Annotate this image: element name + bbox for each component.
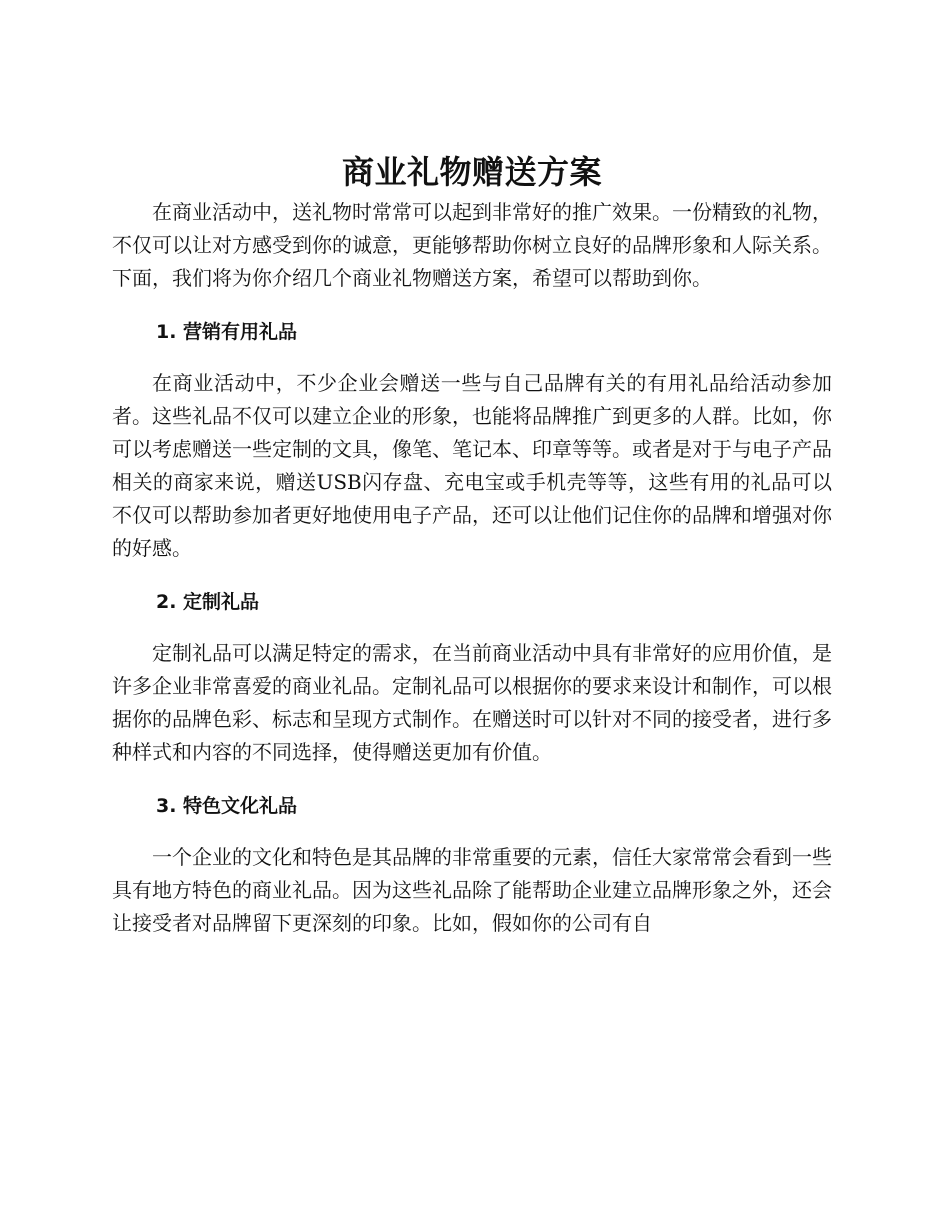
section-heading-custom-gifts: 2. 定制礼品 [156,591,260,613]
document-title: 商业礼物赠送方案 [341,153,602,191]
section-body-custom-gifts: 定制礼品可以满足特定的需求，在当前商业活动中具有非常好的应用价值，是许多企业非常喜爱的商业礼品。定制礼品可以根据你的要求来设计和制作，可以根据你的品牌色彩、标志和呈现方式制作。在赠送时可以针对不同的接受者，进行多种样式和内容的不同选择，使得赠送更加有价值。 [112,641,832,764]
section-heading-marketing-gifts: 1. 营销有用礼品 [156,321,298,343]
section-body-marketing-gifts: 在商业活动中，不少企业会赠送一些与自己品牌有关的有用礼品给活动参加者。这些礼品不仅可以建立企业的形象，也能将品牌推广到更多的人群。比如，你可以考虑赠送一些定制的文具，像笔、笔记本、印章等等。或者是对于与电子产品相关的商家来说，赠送USB闪存盘、充电宝或手机壳等等，这些有用的礼品可以不仅可以帮助参加者更好地使用电子产品，还可以让他们记住你的品牌和增强对你的好感。 [112,371,832,560]
document-page [112,148,832,940]
section-body-cultural-gifts: 一个企业的文化和特色是其品牌的非常重要的元素，信任大家常常会看到一些具有地方特色的商业礼品。因为这些礼品除了能帮助企业建立品牌形象之外，还会让接受者对品牌留下更深刻的印象。比如，假如你的公司有自 [112,845,832,935]
intro-paragraph: 在商业活动中，送礼物时常常可以起到非常好的推广效果。一份精致的礼物，不仅可以让对方感受到你的诚意，更能够帮助你树立良好的品牌形象和人际关系。下面，我们将为你介绍几个商业礼物赠送方案，希望可以帮助到你。 [112,200,832,290]
section-heading-cultural-gifts: 3. 特色文化礼品 [156,795,298,817]
